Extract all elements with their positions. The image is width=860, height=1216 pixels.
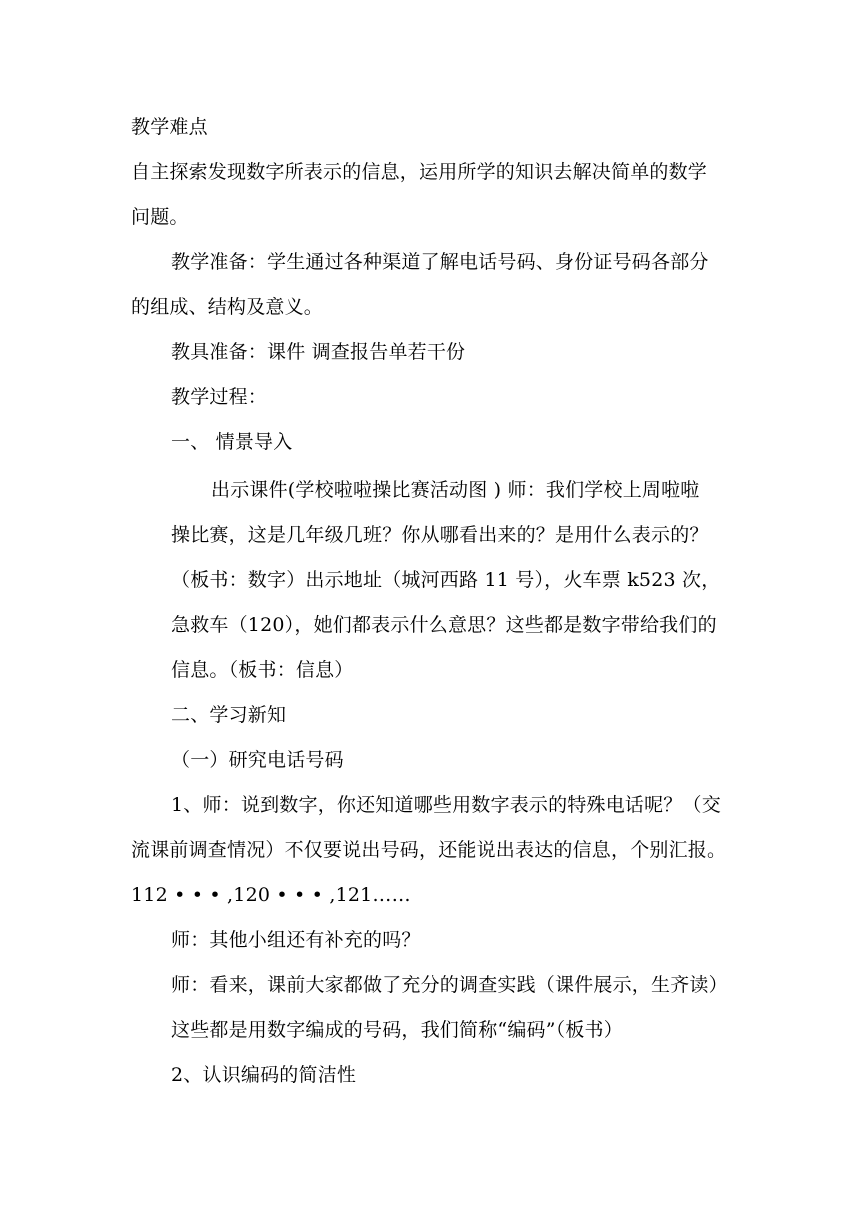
teaching-tools-line: 教具准备：课件 调查报告单若干份: [171, 341, 466, 363]
teaching-process-heading: 教学过程：: [171, 386, 268, 408]
paragraph-line: 操比赛，这是几年级几班？你从哪看出来的？是用什么表示的？: [171, 524, 709, 546]
paragraph-line: 这些都是用数字编成的号码，我们简称“编码”（板书）: [171, 1019, 623, 1041]
teaching-preparation-line: 教学准备：学生通过各种渠道了解电话号码、身份证号码各部分: [171, 251, 709, 273]
paragraph-line: 出示课件(学校啦啦操比赛活动图 ) 师：我们学校上周啦啦: [211, 479, 700, 501]
paragraph-line: 自主探索发现数字所表示的信息，运用所学的知识去解决简单的数学: [131, 161, 708, 183]
paragraph-line: （板书：数字）出示地址（城河西路 11 号），火车票 k523 次，: [171, 569, 721, 591]
heading-teaching-difficulty: 教学难点: [131, 116, 208, 138]
paragraph-line: 流课前调查情况）不仅要说出号码，还能说出表达的信息，个别汇报。: [131, 839, 727, 861]
subsection-heading-phone-numbers: （一）研究电话号码: [171, 749, 344, 771]
paragraph-line: 信息。（板书：信息）: [171, 659, 354, 681]
paragraph-line: 师：看来，课前大家都做了充分的调查实践（课件展示，生齐读）: [171, 974, 728, 996]
subsection-heading-encoding: 2、认识编码的简洁性: [171, 1064, 357, 1086]
paragraph-line: 1、师：说到数字，你还知道哪些用数字表示的特殊电话呢？（交: [171, 794, 721, 816]
paragraph-line: 的组成、结构及意义。: [131, 296, 324, 318]
phone-number-list: 112 • • • ,120 • • • ,121……: [131, 884, 411, 906]
paragraph-line: 师：其他小组还有补充的吗？: [171, 929, 421, 951]
paragraph-line: 问题。: [131, 206, 189, 228]
section-heading-new-knowledge: 二、学习新知: [171, 704, 287, 726]
section-heading-intro: 一、 情景导入: [171, 431, 293, 453]
paragraph-line: 急救车（120），她们都表示什么意思？这些都是数字带给我们的: [171, 614, 717, 636]
